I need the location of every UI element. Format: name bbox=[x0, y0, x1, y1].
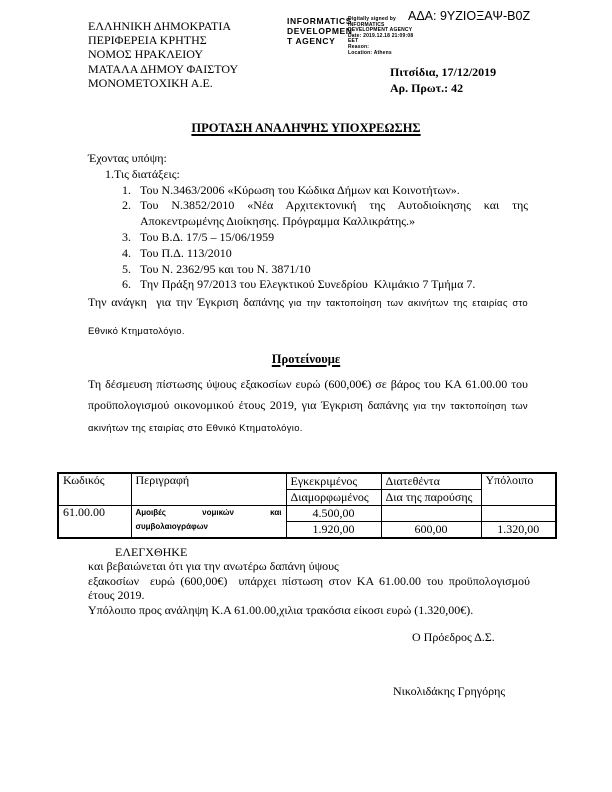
need-text-sans: για την τακτοποίηση των ακινήτων της εταιρίας στο bbox=[288, 298, 528, 309]
table-row bbox=[58, 506, 556, 522]
stamp-agency-line: DEVELOPMEN bbox=[287, 26, 353, 36]
proposal-heading-text: Προτείνουμε bbox=[271, 352, 341, 366]
item-number: 5. bbox=[122, 261, 131, 276]
item-text: Του Π.Δ. 113/2010 bbox=[140, 245, 232, 260]
proposal-text-serif: Τη δέσμευση πίστωσης ύψους εξακοσίων ευρώ (600,00€) σε βάρος του ΚΑ 61.00.00 του bbox=[88, 377, 528, 391]
org-line: ΜΟΝΟΜΕΤΟΧΙΚΗ Α.Ε. bbox=[88, 75, 213, 90]
item-text: Του Β.Δ. 17/5 – 15/06/1959 bbox=[140, 229, 275, 244]
list-item bbox=[88, 262, 528, 278]
need-text-serif: Την ανάγκη για την Έγκριση δαπάνης bbox=[88, 295, 289, 309]
cell-balance-empty bbox=[481, 506, 556, 522]
signature-role: Ο Πρόεδρος Δ.Σ. bbox=[412, 630, 495, 644]
verification-line: έτους 2019. bbox=[88, 588, 145, 603]
org-line: ΠΕΡΙΦΕΡΕΙΑ ΚΡΗΤΗΣ bbox=[88, 33, 207, 48]
cell-code: 61.00.00 bbox=[58, 506, 131, 539]
protocol-number: Αρ. Πρωτ.: 42 bbox=[390, 81, 464, 95]
verification-line: Υπόλοιπο προς ανάληψη Κ.Α 61.00.00,χιλια τρακόσια είκοσι ευρώ (1.320,00€). bbox=[88, 602, 474, 617]
proposal-line bbox=[88, 395, 528, 418]
org-line: ΕΛΛΗΝΙΚΗ ΔΗΜΟΚΡΑΤΙΑ bbox=[88, 19, 232, 33]
stamp-detail-line: Location: Athens bbox=[348, 49, 392, 56]
col-header-allocated: Διατεθέντα bbox=[381, 473, 481, 490]
cell-approved: 4.500,00 bbox=[286, 506, 381, 522]
considering-sub-intro: 1.Τις διατάξεις: bbox=[105, 166, 180, 181]
verification-line: εξακοσίων ευρώ (600,00€) υπάρχει πίστωση στον ΚΑ 61.00.00 του προϋπολογισμού bbox=[88, 573, 530, 588]
item-text: Την Πράξη 97/2013 του Ελεγκτικού Συνεδρίου Κλιμάκιο 7 Τμήμα 7. bbox=[140, 277, 476, 292]
item-text: Του Ν.3852/2010 «Νέα Αρχιτεκτονική της Αυτοδιοίκησης και της Αποκεντρωμένης Διοίκησης. Πρόγραμμα Καλλικράτης.» bbox=[140, 198, 531, 229]
item-number: 4. bbox=[122, 245, 131, 260]
stamp-detail-line: Digitally signed by bbox=[348, 16, 396, 22]
item-number: 2. bbox=[122, 198, 131, 213]
stamp-agency-line: T AGENCY bbox=[287, 36, 336, 46]
budget-table bbox=[57, 472, 557, 539]
item-number: 3. bbox=[122, 229, 131, 244]
need-line bbox=[88, 289, 528, 317]
stamp-detail-line: Date: 2019.12.18 21:09:08 bbox=[348, 32, 414, 39]
col-header-description: Περιγραφή bbox=[131, 473, 286, 506]
place-date: Πιτσίδια, 17/12/2019 bbox=[390, 65, 497, 79]
cell-balance: 1.320,00 bbox=[481, 522, 556, 539]
description-line: συμβολαιογράφων bbox=[135, 521, 208, 531]
cell-by-present: 600,00 bbox=[381, 522, 481, 539]
description-line: Αμοιβές νομικών και bbox=[135, 508, 282, 517]
col-header-balance: Υπόλοιπο bbox=[481, 473, 556, 506]
verification-section bbox=[88, 545, 530, 617]
col-header-approved: Εγκεκριμένος bbox=[286, 473, 381, 490]
digital-stamp-agency bbox=[287, 16, 353, 46]
cell-allocated-empty bbox=[381, 506, 481, 522]
verification-line: και βεβαιώνεται ότι για την ανωτέρω δαπάνη ύψους bbox=[88, 559, 339, 574]
list-item bbox=[88, 183, 528, 199]
stamp-detail-line: Reason: bbox=[348, 43, 370, 50]
item-text: Του Ν. 2362/95 και του Ν. 3871/10 bbox=[140, 261, 311, 276]
stamp-detail-line: DEVELOPMENT AGENCY bbox=[348, 27, 413, 34]
list-item bbox=[88, 230, 528, 246]
proposal-text-serif: προϋπολογισμού οικονομικού έτους 2019, για Έγκριση δαπάνης bbox=[88, 397, 414, 412]
date-protocol-block bbox=[390, 64, 496, 96]
list-item bbox=[88, 198, 531, 230]
cell-description bbox=[131, 506, 286, 539]
table-header-row bbox=[58, 473, 556, 490]
need-statement bbox=[88, 289, 528, 345]
list-item bbox=[88, 246, 528, 262]
organization-header bbox=[88, 19, 238, 90]
considering-intro: Έχοντας υπόψη: bbox=[88, 151, 167, 165]
cell-formed: 1.920,00 bbox=[286, 522, 381, 539]
proposal-text-sans: για την τακτοποίηση των bbox=[413, 400, 528, 412]
col-header-formed: Διαμορφωμένος bbox=[286, 490, 381, 506]
org-line: ΝΟΜΟΣ ΗΡΑΚΛΕΙΟΥ bbox=[88, 47, 203, 62]
document-title bbox=[0, 121, 612, 136]
stamp-agency-line: INFORMATICS bbox=[287, 16, 352, 26]
signature-name: Νικολιδάκης Γρηγόρης bbox=[393, 684, 506, 698]
stamp-detail-line: INFORMATICS bbox=[348, 21, 385, 28]
proposal-line bbox=[88, 417, 528, 440]
need-text-sans: Εθνικό Κτηματολόγιο. bbox=[88, 326, 185, 337]
proposal-body bbox=[88, 374, 528, 440]
col-header-by-present: Δια της παρούσης bbox=[381, 490, 481, 506]
verification-heading: ΕΛΕΓΧΘΗΚΕ bbox=[115, 545, 188, 559]
considering-section bbox=[88, 151, 531, 293]
document-title-text: ΠΡΟΤΑΣΗ ΑΝΑΛΗΨΗΣ ΥΠΟΧΡΕΩΣΗΣ bbox=[191, 121, 421, 135]
proposal-line bbox=[88, 374, 528, 395]
item-text: Του Ν.3463/2006 «Κύρωση του Κώδικα Δήμων και Κοινοτήτων». bbox=[140, 182, 460, 197]
stamp-detail-line: EET bbox=[348, 38, 359, 45]
col-header-code: Κωδικός bbox=[58, 473, 131, 506]
item-number: 1. bbox=[122, 182, 131, 197]
ada-code: ΑΔΑ: 9ΥΖΙΟΞΑΨ-Β0Ζ bbox=[408, 9, 531, 23]
item-number: 6. bbox=[122, 277, 131, 292]
org-line: ΜΑΤΑΛΑ ΔΗΜΟΥ ΦΑΙΣΤΟΥ bbox=[88, 61, 239, 76]
need-line bbox=[88, 317, 528, 345]
proposal-heading bbox=[0, 352, 612, 367]
proposal-text-sans: ακινήτων της εταιρίας στο Εθνικό Κτηματολόγιο. bbox=[88, 423, 303, 434]
